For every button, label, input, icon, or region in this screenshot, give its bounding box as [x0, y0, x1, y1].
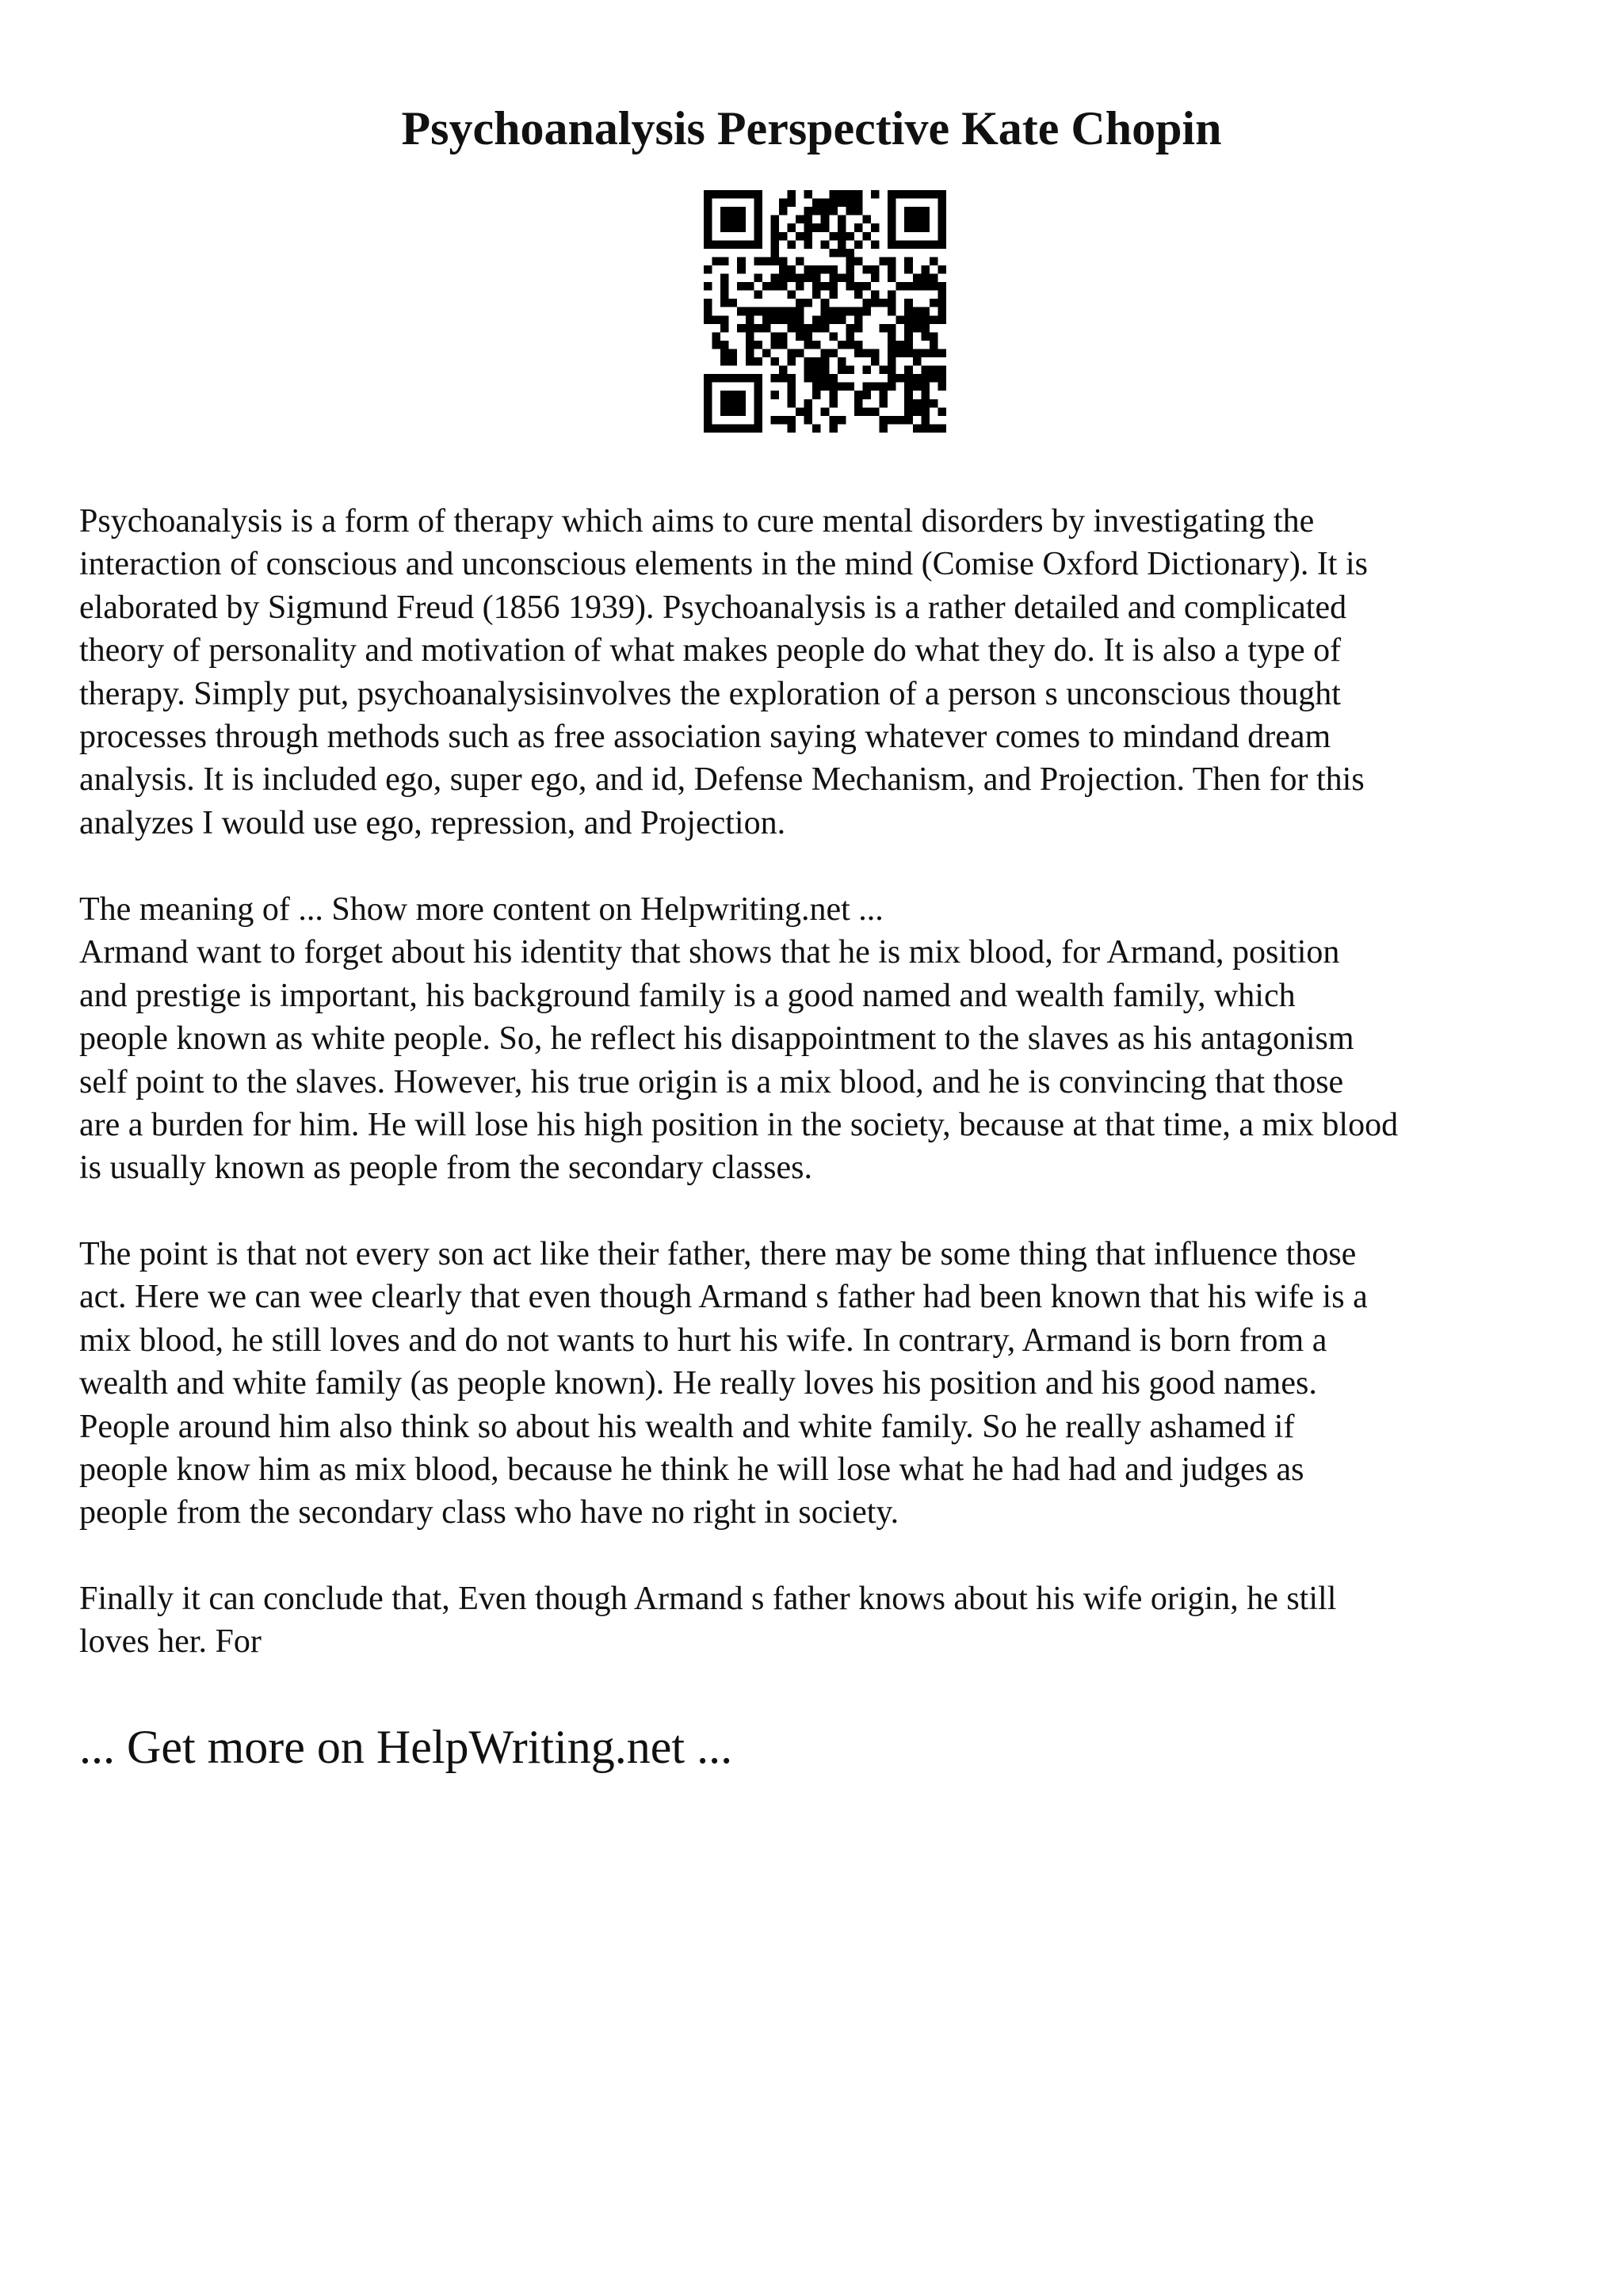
paragraph-line: people know him as mix blood, because he think he will lose what he had had and judges as [79, 1451, 1304, 1488]
paragraph-line: mix blood, he still loves and do not wants to hurt his wife. In contrary, Armand is born from a [79, 1322, 1327, 1359]
paragraph-4 [79, 1577, 1569, 1664]
paragraph-line: Armand want to forget about his identity that shows that he is mix blood, for Armand, position [79, 934, 1340, 971]
paragraph-line: People around him also think so about his wealth and white family. So he really ashamed if [79, 1408, 1295, 1445]
paragraph-line: The point is that not every son act like their father, there may be some thing that influence those [79, 1236, 1357, 1272]
paragraph-line: people from the secondary class who have no right in society. [79, 1494, 899, 1531]
paragraph-line: and prestige is important, his background family is a good named and wealth family, which [79, 977, 1296, 1014]
paragraph-line: loves her. For [79, 1623, 262, 1661]
paragraph-line: analyzes I would use ego, repression, and Projection. [79, 804, 786, 841]
paragraph-line: processes through methods such as free association saying whatever comes to mindand dream [79, 718, 1331, 755]
document-title: Psychoanalysis Perspective Kate Chopin [401, 102, 1222, 154]
paragraph-line: theory of personality and motivation of what makes people do what they do. It is also a type of [79, 632, 1342, 669]
paragraph-3 [79, 1233, 1569, 1535]
paragraph-line: Finally it can conclude that, Even though Armand s father knows about his wife origin, he still [79, 1581, 1337, 1617]
paragraph-1 [79, 500, 1569, 845]
paragraph-line: self point to the slaves. However, his true origin is a mix blood, and he is convincing that those [79, 1063, 1344, 1100]
paragraph-line: interaction of conscious and unconscious elements in the mind (Comise Oxford Dictionary). It is [79, 546, 1368, 583]
paragraph-line: analysis. It is included ego, super ego, and id, Defense Mechanism, and Projection. Then for this [79, 761, 1365, 799]
paragraph-line: elaborated by Sigmund Freud (1856 1939). Psychoanalysis is a rather detailed and complicated [79, 589, 1347, 626]
paragraph-line: act. Here we can wee clearly that even though Armand s father had been known that his wife is a [79, 1279, 1368, 1316]
paragraph-line: wealth and white family (as people known). He really loves his position and his good names. [79, 1365, 1317, 1402]
paragraph-line: is usually known as people from the secondary classes. [79, 1150, 812, 1187]
paragraph-line: therapy. Simply put, psychoanalysisinvolves the exploration of a person s unconscious thought [79, 675, 1341, 712]
paragraph-line: Psychoanalysis is a form of therapy which aims to cure mental disorders by investigating the [79, 503, 1315, 540]
get-more-link[interactable]: ... Get more on HelpWriting.net ... [79, 1721, 733, 1773]
paragraph-line: people known as white people. So, he reflect his disappointment to the slaves as his antagonism [79, 1020, 1354, 1058]
paragraph-line: are a burden for him. He will lose his high position in the society, because at that time, a mix blood [79, 1106, 1399, 1143]
paragraph-line: The meaning of ... Show more content on Helpwriting.net ... [79, 891, 884, 928]
paragraph-2 [79, 888, 1569, 1190]
qr-code-icon [704, 190, 946, 433]
